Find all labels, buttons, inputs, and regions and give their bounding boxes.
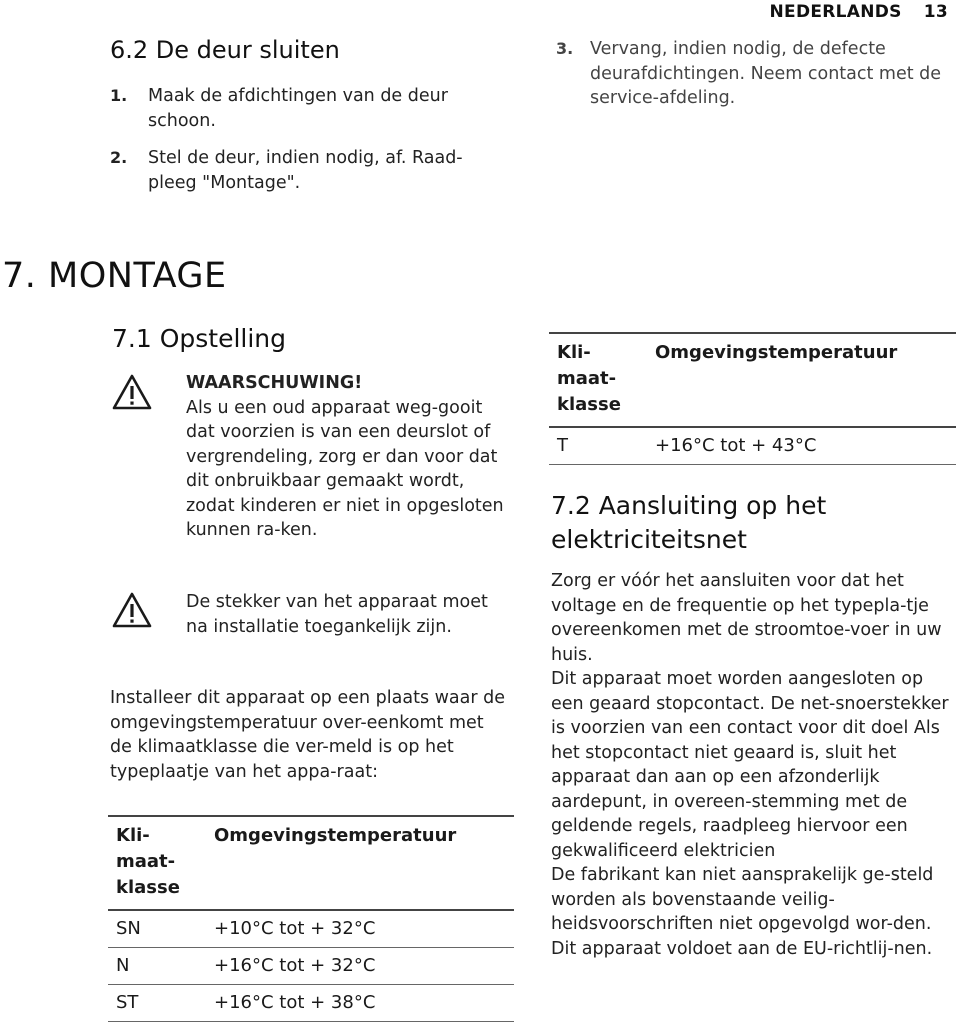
paragraph: De fabrikant kan niet aansprakelijk ge-steld worden als bovenstaande veilig-heidsvoorschriften niet opgevolgd wor-den. <box>551 865 934 934</box>
page-header <box>770 2 949 22</box>
climate-class-table-cont <box>549 332 956 465</box>
paragraph: Dit apparaat moet worden aangesloten op een geaard stopcontact. De net-snoerstekker is voorzien van een contact voor dit doel Als het stopcontact niet geaard is, sluit het apparaat dan aan op een afzonderlijk aardepunt, in overeen-stemming met de geldende regels, raadpleeg hiervoor een gekwalificeerd elektricien <box>551 669 949 861</box>
section-6-2-steps-cont <box>556 37 946 124</box>
table-row: ST +16°C tot + 38°C <box>108 985 514 1022</box>
col-omgevingstemperatuur: Omgevingstemperatuur <box>655 342 898 363</box>
table-row: T +16°C tot + 43°C <box>549 427 956 465</box>
section-6-2-title: 6.2 De deur sluiten <box>110 36 340 64</box>
section-7-title: 7. MONTAGE <box>2 256 227 296</box>
step-1: 1. Maak de afdichtingen van de deur schoon. <box>110 86 448 131</box>
table-row: N +16°C tot + 32°C <box>108 948 514 985</box>
step-2: 2. Stel de deur, indien nodig, af. Raad-pleeg "Montage". <box>110 148 463 193</box>
paragraph: Zorg er vóór het aansluiten voor dat het voltage en de frequentie op het typepla-tje overeenkomen met de stroomtoe-voer in uw huis. <box>551 571 942 665</box>
col-klimaatklasse: Kli-maat-klasse <box>557 342 621 415</box>
warning-title: WAARSCHUWING! <box>186 373 363 393</box>
warning-block <box>186 371 506 543</box>
section-6-2-steps <box>110 84 510 208</box>
section-7-2-title: 7.2 Aansluiting op het elektriciteitsnet <box>551 491 827 554</box>
step-3: 3. Vervang, indien nodig, de defecte deurafdichtingen. Neem contact met de service-afdeling. <box>556 39 942 108</box>
table-row: SN +10°C tot + 32°C <box>108 910 514 948</box>
section-7-2-body <box>551 569 951 961</box>
col-klimaatklasse: Kli-maat-klasse <box>116 825 180 898</box>
col-omgevingstemperatuur: Omgevingstemperatuur <box>214 825 457 846</box>
climate-class-table <box>108 815 514 1022</box>
warning2-text: De stekker van het apparaat moet na installatie toegankelijk zijn. <box>186 592 488 637</box>
warning-triangle-icon-2 <box>112 592 152 632</box>
paragraph: Dit apparaat voldoet aan de EU-richtlij-nen. <box>551 938 933 959</box>
warning-triangle-icon <box>112 374 152 414</box>
table-header-row <box>549 333 956 427</box>
warning-block-2 <box>186 590 504 639</box>
page-number: 13 <box>923 2 948 22</box>
section-7-1-title: 7.1 Opstelling <box>112 324 287 353</box>
language-label: NEDERLANDS <box>769 2 902 22</box>
installation-intro: Installeer dit apparaat op een plaats waar de omgevingstemperatuur over-eenkomt met de klimaatklasse die ver-meld is op het typeplaatje van het appa-raat: <box>110 688 506 782</box>
table-header-row <box>108 816 514 910</box>
warning-text: Als u een oud apparaat weg-gooit dat voorzien is van een deurslot of vergrendeling, zorg er dan voor dat dit onbruikbaar gemaakt wordt, zodat kinderen er niet in opgesloten kunnen ra-ken. <box>186 397 504 540</box>
